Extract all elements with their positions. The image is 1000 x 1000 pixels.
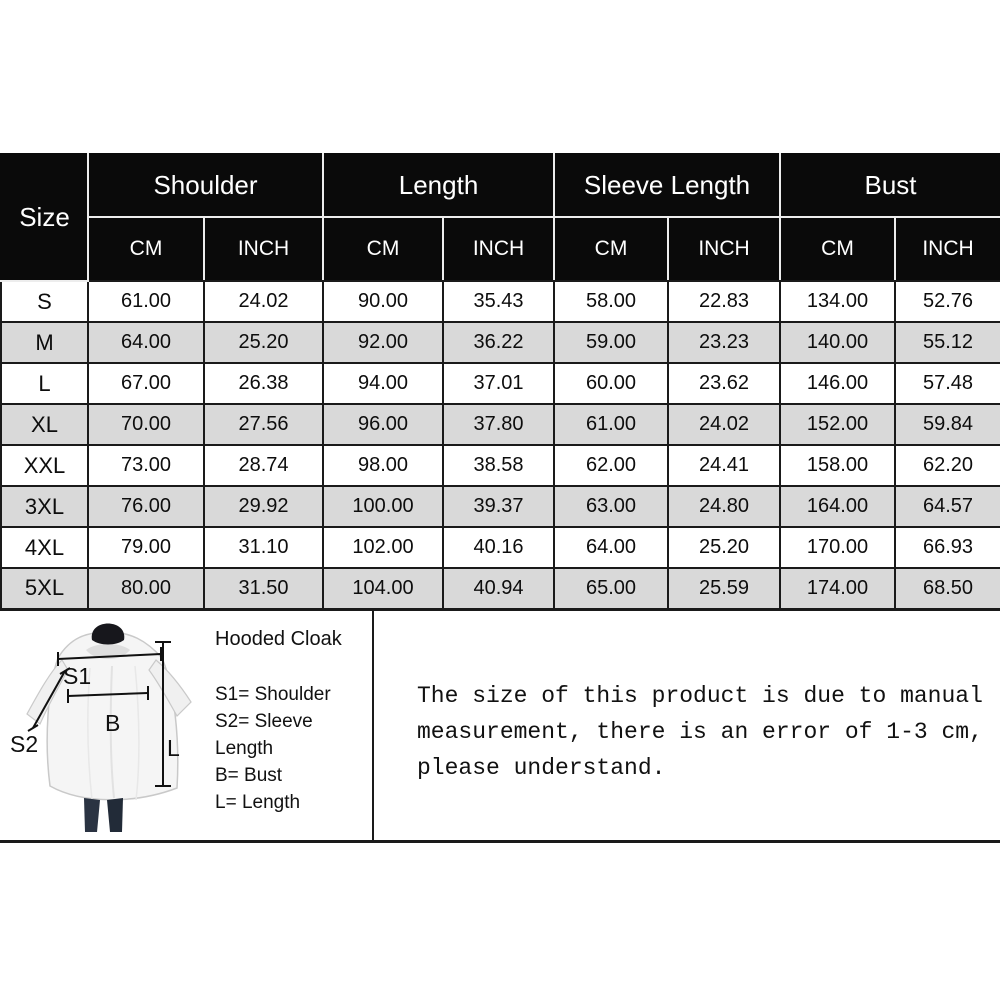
measurement-cell: 27.56 [204,404,323,445]
note-line: measurement, there is an error of 1-3 cm, [417,719,983,745]
table-unit-row [1,217,1000,281]
size-label: XL [1,404,88,445]
measurement-cell: 25.59 [668,568,780,609]
measurement-cell: 174.00 [780,568,895,609]
measurement-cell: 57.48 [895,363,1000,404]
table-row [1,445,1000,486]
measurement-cell: 62.20 [895,445,1000,486]
size-label: S [1,281,88,322]
length-column-header: Length [323,154,554,217]
measurement-cell: 24.80 [668,486,780,527]
measurement-cell: 59.00 [554,322,668,363]
measurement-cell: 59.84 [895,404,1000,445]
measurement-cell: 61.00 [554,404,668,445]
measurement-cell: 31.10 [204,527,323,568]
size-label: 4XL [1,527,88,568]
measurement-cell: 62.00 [554,445,668,486]
beanie-hat [92,624,125,645]
measurement-cell: 37.80 [443,404,554,445]
measurement-cell: 28.74 [204,445,323,486]
shoulder-label: S1 [63,663,92,689]
note-line: The size of this product is due to manual [417,683,983,709]
measurement-cell: 23.23 [668,322,780,363]
table-row [1,281,1000,322]
measurement-cell: 31.50 [204,568,323,609]
note-panel [374,608,1000,840]
length-label: L [167,735,180,761]
measurement-cell: 22.83 [668,281,780,322]
unit-header-inch: INCH [668,217,780,281]
note-line: please understand. [417,755,666,781]
size-column-header: Size [1,154,88,281]
measurement-cell: 23.62 [668,363,780,404]
table-row [1,568,1000,609]
measurement-cell: 146.00 [780,363,895,404]
measurement-cell: 38.58 [443,445,554,486]
measurement-cell: 96.00 [323,404,443,445]
sleeve-label: S2 [10,731,39,757]
measurement-cell: 152.00 [780,404,895,445]
measurement-cell: 36.22 [443,322,554,363]
measurement-cell: 37.01 [443,363,554,404]
table-row [1,363,1000,404]
measurement-cell: 66.93 [895,527,1000,568]
measurement-cell: 40.16 [443,527,554,568]
legend-item: B= Bust [215,765,283,786]
diagram-panel [0,608,374,840]
measurement-cell: 92.00 [323,322,443,363]
measurement-cell: 58.00 [554,281,668,322]
unit-header-cm: CM [323,217,443,281]
measurement-cell: 55.12 [895,322,1000,363]
measurement-cell: 100.00 [323,486,443,527]
legend-items [215,681,372,816]
measurement-cell: 104.00 [323,568,443,609]
bust-label: B [105,710,121,736]
measurement-cell: 64.00 [88,322,204,363]
measurement-cell: 40.94 [443,568,554,609]
measurement-cell: 25.20 [204,322,323,363]
size-label: M [1,322,88,363]
unit-header-inch: INCH [204,217,323,281]
legend-item: S1= Shoulder [215,684,331,705]
measurement-cell: 102.00 [323,527,443,568]
size-label: L [1,363,88,404]
size-label: 3XL [1,486,88,527]
measurement-cell: 26.38 [204,363,323,404]
measurement-cell: 94.00 [323,363,443,404]
measurement-cell: 70.00 [88,404,204,445]
measurement-cell: 35.43 [443,281,554,322]
size-label: XXL [1,445,88,486]
measurement-cell: 63.00 [554,486,668,527]
measurement-cell: 67.00 [88,363,204,404]
shoulder-column-header: Shoulder [88,154,323,217]
measurement-cell: 24.41 [668,445,780,486]
measurement-cell: 64.57 [895,486,1000,527]
measurement-cell: 39.37 [443,486,554,527]
unit-header-inch: INCH [443,217,554,281]
measurement-cell: 73.00 [88,445,204,486]
unit-header-cm: CM [554,217,668,281]
unit-header-cm: CM [88,217,204,281]
table-row [1,486,1000,527]
table-header-row [1,154,1000,217]
measurement-cell: 65.00 [554,568,668,609]
legend-item: S2= Sleeve Length [215,711,313,759]
measurement-cell: 164.00 [780,486,895,527]
table-row [1,404,1000,445]
measurement-cell: 140.00 [780,322,895,363]
measurement-cell: 79.00 [88,527,204,568]
unit-header-inch: INCH [895,217,1000,281]
size-table-body [1,281,1000,609]
measurement-cell: 98.00 [323,445,443,486]
measurement-cell: 52.76 [895,281,1000,322]
measurement-cell: 29.92 [204,486,323,527]
right-leg [107,798,123,832]
measurement-cell: 90.00 [323,281,443,322]
measurement-cell: 24.02 [204,281,323,322]
measurement-cell: 134.00 [780,281,895,322]
measurement-cell: 170.00 [780,527,895,568]
size-table [0,153,1000,611]
measurement-cell: 76.00 [88,486,204,527]
measurement-cell: 60.00 [554,363,668,404]
measurement-cell: 61.00 [88,281,204,322]
product-name: Hooded Cloak [215,628,342,650]
measurement-cell: 68.50 [895,568,1000,609]
measurement-cell: 64.00 [554,527,668,568]
info-section [0,608,1000,843]
left-leg [84,798,100,832]
measurement-cell: 80.00 [88,568,204,609]
unit-header-cm: CM [780,217,895,281]
sleeve-length-column-header: Sleeve Length [554,154,780,217]
table-row [1,527,1000,568]
legend-item: L= Length [215,792,301,813]
bust-column-header: Bust [780,154,1000,217]
note-text [417,678,983,786]
measurement-cell: 158.00 [780,445,895,486]
measurement-cell: 25.20 [668,527,780,568]
table-row [1,322,1000,363]
size-label: 5XL [1,568,88,609]
measurement-cell: 24.02 [668,404,780,445]
